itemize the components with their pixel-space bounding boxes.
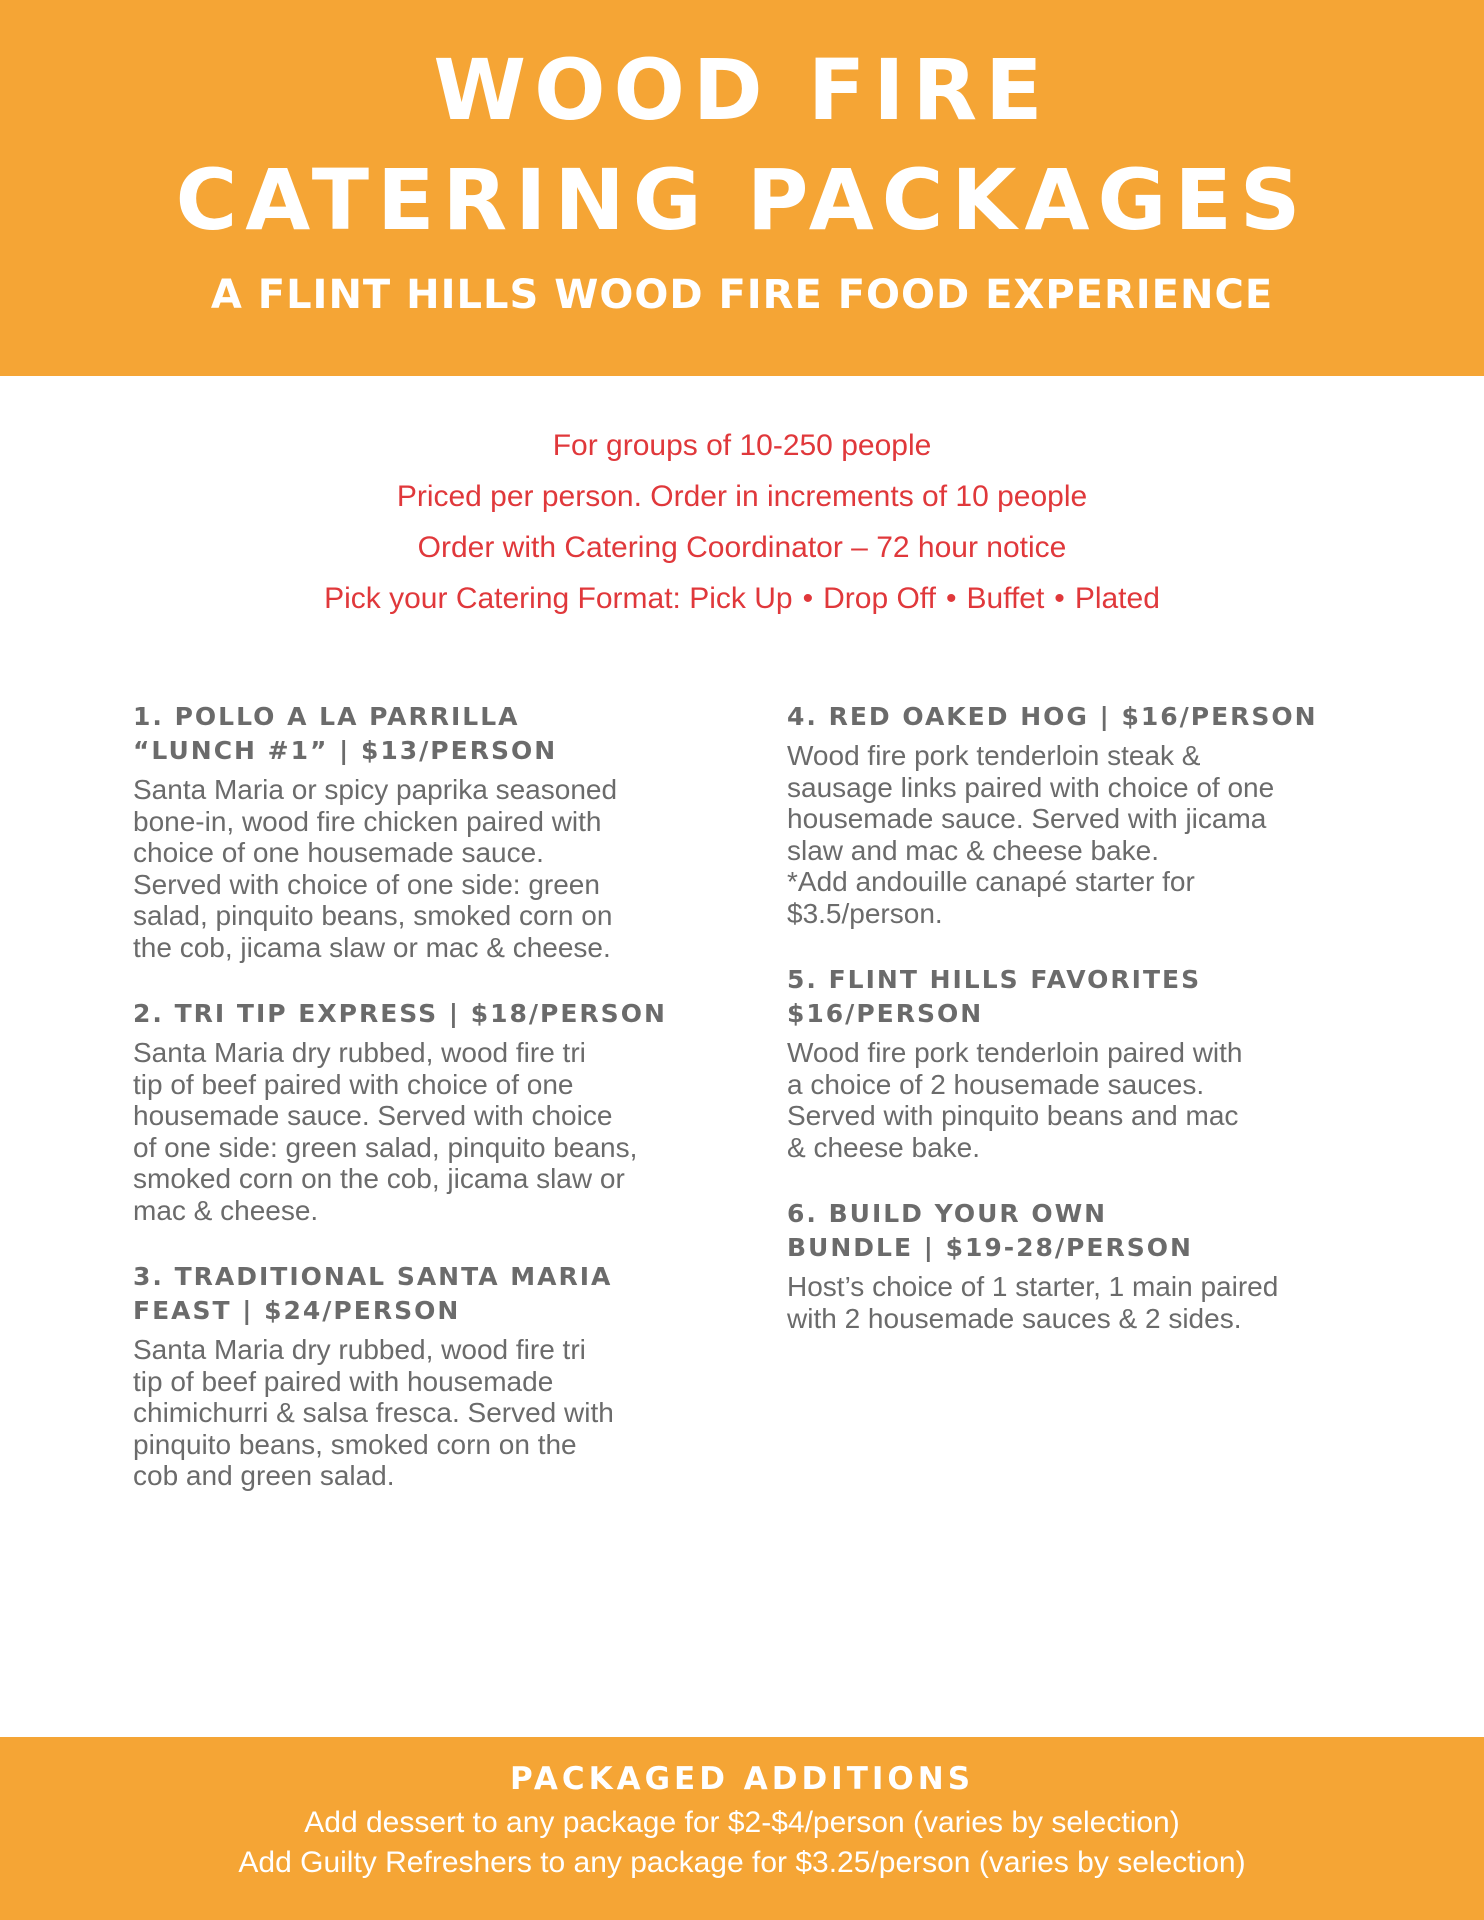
package-title	[133, 700, 703, 768]
package-item	[787, 963, 1357, 1163]
package-title-line: 2. TRI TIP EXPRESS | $18/PERSON	[133, 999, 667, 1028]
package-description	[787, 1271, 1357, 1334]
description-line: Santa Maria dry rubbed, wood fire tri	[133, 1334, 586, 1365]
bullet-separator: •	[802, 582, 814, 615]
description-line: sausage links paired with choice of one	[787, 771, 1275, 803]
package-title	[787, 1197, 1357, 1265]
description-line: salad, pinquito beans, smoked corn on	[133, 900, 613, 931]
packaged-additions-list	[0, 1803, 1484, 1883]
header-banner	[0, 0, 1484, 376]
package-title-line: “LUNCH #1” | $13/PERSON	[133, 736, 558, 765]
package-title-line: 4. RED OAKED HOG | $16/PERSON	[787, 702, 1318, 731]
description-line: the cob, jicama slaw or mac & cheese.	[133, 931, 611, 963]
package-title	[787, 963, 1357, 1031]
package-title	[133, 997, 703, 1031]
description-line: Served with pinquito beans and mac	[787, 1100, 1239, 1131]
format-plated: Plated	[1074, 582, 1160, 615]
page-title-line-1: WOOD FIRE	[433, 41, 1051, 139]
package-item	[787, 700, 1357, 929]
format-buffet: Buffet	[966, 582, 1045, 615]
catering-format-line	[0, 573, 1484, 624]
package-item	[787, 1197, 1357, 1334]
description-line: bone-in, wood fire chicken paired with	[133, 805, 602, 837]
description-line: mac & cheese.	[133, 1194, 319, 1226]
format-drop-off: Drop Off	[823, 582, 936, 615]
description-line: a choice of 2 housemade sauces.	[787, 1068, 1205, 1100]
description-line: housemade sauce. Served with choice	[133, 1100, 613, 1131]
package-description	[787, 1037, 1357, 1163]
description-line: choice of one housemade sauce.	[133, 837, 544, 868]
description-line: *Add andouille canapé starter for	[787, 866, 1195, 897]
bullet-separator: •	[1054, 582, 1065, 615]
group-size-info: For groups of 10-250 people	[552, 429, 932, 462]
package-description	[133, 1037, 703, 1226]
ordering-notice: Order with Catering Coordinator – 72 hour notice	[417, 531, 1067, 564]
packages-left-column	[133, 700, 703, 1526]
description-line: Santa Maria dry rubbed, wood fire tri	[133, 1037, 586, 1068]
package-title-line: 5. FLINT HILLS FAVORITES	[787, 965, 1202, 994]
description-line: $3.5/person.	[787, 897, 943, 929]
description-line: Wood fire pork tenderloin steak &	[787, 740, 1201, 771]
bullet-separator: •	[945, 582, 957, 615]
description-line: chimichurri & salsa fresca. Served with	[133, 1397, 614, 1428]
catering-format-label: Pick your Catering Format:	[324, 582, 681, 615]
package-description	[133, 774, 703, 963]
description-line: housemade sauce. Served with jicama	[787, 803, 1267, 834]
package-item	[133, 1260, 703, 1492]
package-title-line: 3. TRADITIONAL SANTA MARIA	[133, 1262, 613, 1291]
page-subtitle: A FLINT HILLS WOOD FIRE FOOD EXPERIENCE	[210, 272, 1274, 318]
refreshers-addition: Add Guilty Refreshers to any package for $3.25/person (varies by selection)	[238, 1846, 1246, 1879]
description-line: with 2 housemade sauces & 2 sides.	[787, 1302, 1242, 1334]
packaged-additions-title: PACKAGED ADDITIONS	[509, 1761, 975, 1797]
package-title	[787, 700, 1357, 734]
description-line: Host’s choice of 1 starter, 1 main paired	[787, 1271, 1279, 1302]
description-line: pinquito beans, smoked corn on the	[133, 1428, 577, 1460]
ordering-info	[0, 420, 1484, 624]
package-title-line: 1. POLLO A LA PARRILLA	[133, 702, 520, 731]
description-line: Served with choice of one side: green	[133, 868, 600, 900]
description-line: tip of beef paired with housemade	[133, 1365, 554, 1397]
package-title-line: $16/PERSON	[787, 999, 984, 1028]
package-description	[787, 740, 1357, 929]
description-line: cob and green salad.	[133, 1460, 395, 1491]
page-title-line-2: CATERING PACKAGES	[175, 151, 1309, 249]
package-title	[133, 1260, 703, 1328]
description-line: & cheese bake.	[787, 1131, 981, 1163]
package-description	[133, 1334, 703, 1492]
description-line: Santa Maria or spicy paprika seasoned	[133, 774, 618, 805]
description-line: tip of beef paired with choice of one	[133, 1068, 574, 1100]
format-pick-up: Pick Up	[689, 582, 793, 615]
package-item	[133, 700, 703, 963]
package-title-line: 6. BUILD YOUR OWN	[787, 1199, 1108, 1228]
description-line: of one side: green salad, pinquito beans,	[133, 1131, 638, 1163]
footer-banner	[0, 1737, 1484, 1920]
description-line: slaw and mac & cheese bake.	[787, 834, 1159, 866]
pricing-info: Priced per person. Order in increments of 10 people	[396, 480, 1088, 513]
package-title-line: BUNDLE | $19-28/PERSON	[787, 1233, 1193, 1262]
packages-right-column	[787, 700, 1357, 1368]
package-title-line: FEAST | $24/PERSON	[133, 1296, 461, 1325]
description-line: Wood fire pork tenderloin paired with	[787, 1037, 1243, 1068]
description-line: smoked corn on the cob, jicama slaw or	[133, 1163, 625, 1194]
package-item	[133, 997, 703, 1226]
dessert-addition: Add dessert to any package for $2-$4/person (varies by selection)	[304, 1806, 1180, 1839]
